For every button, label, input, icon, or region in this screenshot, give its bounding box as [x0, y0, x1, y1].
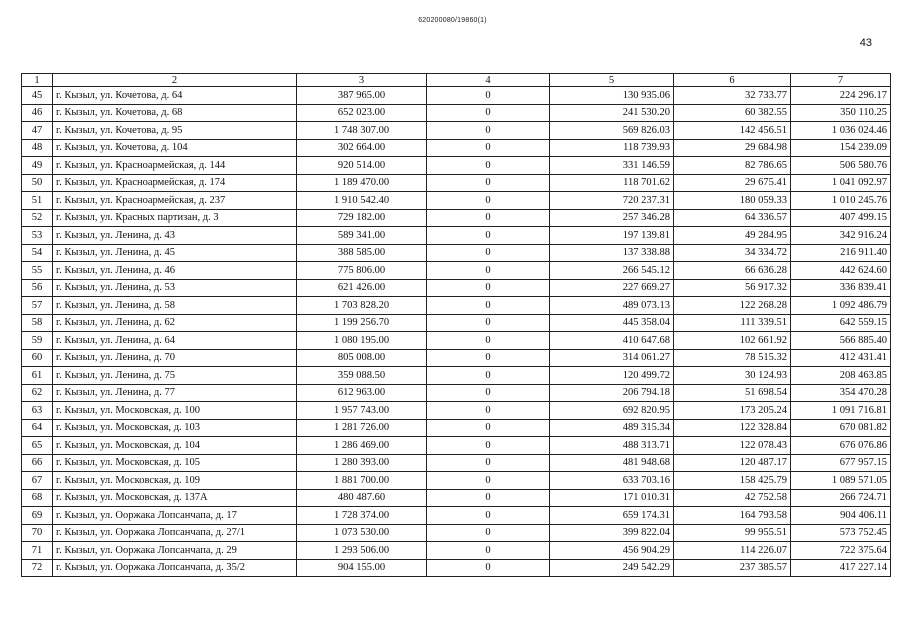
amount-cell: 569 826.03	[550, 122, 674, 140]
amount-cell: 506 580.76	[791, 157, 891, 175]
address-cell: г. Кызыл, ул. Ленина, д. 62	[53, 314, 297, 332]
zero-cell: 0	[427, 402, 550, 420]
zero-cell: 0	[427, 524, 550, 542]
amount-cell: 158 425.79	[674, 472, 791, 490]
table-row	[22, 559, 891, 577]
address-cell: г. Кызыл, ул. Красноармейская, д. 144	[53, 157, 297, 175]
amount-cell: 114 226.07	[674, 542, 791, 560]
table-row	[22, 279, 891, 297]
amount-cell: 1 080 195.00	[297, 332, 427, 350]
zero-cell: 0	[427, 122, 550, 140]
row-number-cell: 57	[22, 297, 53, 315]
amount-cell: 676 076.86	[791, 437, 891, 455]
zero-cell: 0	[427, 314, 550, 332]
amount-cell: 805 008.00	[297, 349, 427, 367]
row-number-cell: 62	[22, 384, 53, 402]
amount-cell: 407 499.15	[791, 209, 891, 227]
amount-cell: 142 456.51	[674, 122, 791, 140]
zero-cell: 0	[427, 384, 550, 402]
column-header: 4	[427, 74, 550, 87]
table-row	[22, 507, 891, 525]
amount-cell: 164 793.58	[674, 507, 791, 525]
amount-cell: 621 426.00	[297, 279, 427, 297]
amount-cell: 489 315.34	[550, 419, 674, 437]
row-number-cell: 56	[22, 279, 53, 297]
amount-cell: 1 286 469.00	[297, 437, 427, 455]
amount-cell: 336 839.41	[791, 279, 891, 297]
address-cell: г. Кызыл, ул. Красноармейская, д. 174	[53, 174, 297, 192]
amount-cell: 1 910 542.40	[297, 192, 427, 210]
amount-cell: 122 078.43	[674, 437, 791, 455]
amount-cell: 692 820.95	[550, 402, 674, 420]
address-cell: г. Кызыл, ул. Ленина, д. 46	[53, 262, 297, 280]
row-number-cell: 60	[22, 349, 53, 367]
amount-cell: 612 963.00	[297, 384, 427, 402]
table-row	[22, 174, 891, 192]
amount-cell: 227 669.27	[550, 279, 674, 297]
row-number-cell: 66	[22, 454, 53, 472]
amount-cell: 30 124.93	[674, 367, 791, 385]
amount-cell: 154 239.09	[791, 139, 891, 157]
column-header: 6	[674, 74, 791, 87]
zero-cell: 0	[427, 559, 550, 577]
amount-cell: 266 545.12	[550, 262, 674, 280]
table-row	[22, 349, 891, 367]
amount-cell: 130 935.06	[550, 87, 674, 105]
amount-cell: 1 293 506.00	[297, 542, 427, 560]
amount-cell: 775 806.00	[297, 262, 427, 280]
amount-cell: 224 296.17	[791, 87, 891, 105]
amount-cell: 51 698.54	[674, 384, 791, 402]
amount-cell: 1 199 256.70	[297, 314, 427, 332]
address-cell: г. Кызыл, ул. Московская, д. 137А	[53, 489, 297, 507]
amount-cell: 417 227.14	[791, 559, 891, 577]
address-cell: г. Кызыл, ул. Ооржака Лопсанчапа, д. 29	[53, 542, 297, 560]
amount-cell: 481 948.68	[550, 454, 674, 472]
amount-cell: 237 385.57	[674, 559, 791, 577]
table-row	[22, 87, 891, 105]
row-number-cell: 46	[22, 104, 53, 122]
zero-cell: 0	[427, 139, 550, 157]
table-row	[22, 314, 891, 332]
amount-cell: 257 346.28	[550, 209, 674, 227]
amount-cell: 677 957.15	[791, 454, 891, 472]
amount-cell: 120 487.17	[674, 454, 791, 472]
amount-cell: 488 313.71	[550, 437, 674, 455]
address-cell: г. Кызыл, ул. Красноармейская, д. 237	[53, 192, 297, 210]
amount-cell: 1 036 024.46	[791, 122, 891, 140]
amount-cell: 99 955.51	[674, 524, 791, 542]
row-number-cell: 49	[22, 157, 53, 175]
address-cell: г. Кызыл, ул. Ленина, д. 43	[53, 227, 297, 245]
column-header: 1	[22, 74, 53, 87]
table-row	[22, 139, 891, 157]
amount-cell: 122 268.28	[674, 297, 791, 315]
amount-cell: 249 542.29	[550, 559, 674, 577]
amount-cell: 1 092 486.79	[791, 297, 891, 315]
zero-cell: 0	[427, 454, 550, 472]
amount-cell: 670 081.82	[791, 419, 891, 437]
table-body	[22, 74, 891, 577]
column-header: 5	[550, 74, 674, 87]
amount-cell: 1 280 393.00	[297, 454, 427, 472]
table-row	[22, 332, 891, 350]
amount-cell: 920 514.00	[297, 157, 427, 175]
amount-cell: 1 189 470.00	[297, 174, 427, 192]
address-cell: г. Кызыл, ул. Ленина, д. 58	[53, 297, 297, 315]
address-cell: г. Кызыл, ул. Ленина, д. 45	[53, 244, 297, 262]
zero-cell: 0	[427, 227, 550, 245]
zero-cell: 0	[427, 87, 550, 105]
amount-cell: 266 724.71	[791, 489, 891, 507]
amount-cell: 1 881 700.00	[297, 472, 427, 490]
address-cell: г. Кызыл, ул. Ленина, д. 77	[53, 384, 297, 402]
amount-cell: 60 382.55	[674, 104, 791, 122]
address-cell: г. Кызыл, ул. Кочетова, д. 104	[53, 139, 297, 157]
address-cell: г. Кызыл, ул. Кочетова, д. 68	[53, 104, 297, 122]
table-row	[22, 122, 891, 140]
zero-cell: 0	[427, 174, 550, 192]
row-number-cell: 71	[22, 542, 53, 560]
amount-cell: 399 822.04	[550, 524, 674, 542]
row-number-cell: 59	[22, 332, 53, 350]
table-row	[22, 192, 891, 210]
amount-cell: 1 091 716.81	[791, 402, 891, 420]
table-row	[22, 227, 891, 245]
amount-cell: 456 904.29	[550, 542, 674, 560]
amount-cell: 722 375.64	[791, 542, 891, 560]
amount-cell: 442 624.60	[791, 262, 891, 280]
zero-cell: 0	[427, 104, 550, 122]
zero-cell: 0	[427, 332, 550, 350]
amount-cell: 42 752.58	[674, 489, 791, 507]
document-number: 620200080/19860(1)	[418, 17, 487, 24]
table-row	[22, 402, 891, 420]
row-number-cell: 51	[22, 192, 53, 210]
amount-cell: 1 748 307.00	[297, 122, 427, 140]
address-cell: г. Кызыл, ул. Ооржака Лопсанчапа, д. 27/1	[53, 524, 297, 542]
amount-cell: 56 917.32	[674, 279, 791, 297]
row-number-cell: 61	[22, 367, 53, 385]
amount-cell: 314 061.27	[550, 349, 674, 367]
amount-cell: 118 739.93	[550, 139, 674, 157]
amount-cell: 642 559.15	[791, 314, 891, 332]
table-row	[22, 524, 891, 542]
table-row	[22, 297, 891, 315]
zero-cell: 0	[427, 437, 550, 455]
amount-cell: 118 701.62	[550, 174, 674, 192]
address-cell: г. Кызыл, ул. Московская, д. 100	[53, 402, 297, 420]
amount-cell: 206 794.18	[550, 384, 674, 402]
amount-cell: 32 733.77	[674, 87, 791, 105]
amount-cell: 82 786.65	[674, 157, 791, 175]
zero-cell: 0	[427, 489, 550, 507]
zero-cell: 0	[427, 419, 550, 437]
amount-cell: 49 284.95	[674, 227, 791, 245]
amount-cell: 197 139.81	[550, 227, 674, 245]
amount-cell: 904 155.00	[297, 559, 427, 577]
amount-cell: 1 073 530.00	[297, 524, 427, 542]
address-cell: г. Кызыл, ул. Московская, д. 105	[53, 454, 297, 472]
zero-cell: 0	[427, 297, 550, 315]
table-row	[22, 262, 891, 280]
amount-cell: 1 041 092.97	[791, 174, 891, 192]
zero-cell: 0	[427, 192, 550, 210]
table-row	[22, 384, 891, 402]
amount-cell: 904 406.11	[791, 507, 891, 525]
row-number-cell: 72	[22, 559, 53, 577]
table-row	[22, 472, 891, 490]
amount-cell: 589 341.00	[297, 227, 427, 245]
column-header: 3	[297, 74, 427, 87]
table-row	[22, 209, 891, 227]
amount-cell: 78 515.32	[674, 349, 791, 367]
address-cell: г. Кызыл, ул. Ленина, д. 70	[53, 349, 297, 367]
amount-cell: 489 073.13	[550, 297, 674, 315]
address-cell: г. Кызыл, ул. Московская, д. 109	[53, 472, 297, 490]
amount-cell: 29 684.98	[674, 139, 791, 157]
row-number-cell: 65	[22, 437, 53, 455]
zero-cell: 0	[427, 209, 550, 227]
amount-cell: 359 088.50	[297, 367, 427, 385]
row-number-cell: 58	[22, 314, 53, 332]
amount-cell: 410 647.68	[550, 332, 674, 350]
row-number-cell: 54	[22, 244, 53, 262]
address-cell: г. Кызыл, ул. Красных партизан, д. 3	[53, 209, 297, 227]
amount-cell: 720 237.31	[550, 192, 674, 210]
address-cell: г. Кызыл, ул. Ленина, д. 53	[53, 279, 297, 297]
address-cell: г. Кызыл, ул. Ооржака Лопсанчапа, д. 17	[53, 507, 297, 525]
address-cell: г. Кызыл, ул. Ленина, д. 64	[53, 332, 297, 350]
page-number: 43	[859, 37, 872, 49]
zero-cell: 0	[427, 542, 550, 560]
amount-cell: 387 965.00	[297, 87, 427, 105]
amount-cell: 350 110.25	[791, 104, 891, 122]
amount-cell: 1 957 743.00	[297, 402, 427, 420]
amount-cell: 122 328.84	[674, 419, 791, 437]
amount-cell: 66 636.28	[674, 262, 791, 280]
amount-cell: 180 059.33	[674, 192, 791, 210]
table-row	[22, 489, 891, 507]
amount-cell: 573 752.45	[791, 524, 891, 542]
amount-cell: 137 338.88	[550, 244, 674, 262]
address-cell: г. Кызыл, ул. Ленина, д. 75	[53, 367, 297, 385]
address-cell: г. Кызыл, ул. Московская, д. 104	[53, 437, 297, 455]
amount-cell: 633 703.16	[550, 472, 674, 490]
address-cell: г. Кызыл, ул. Кочетова, д. 95	[53, 122, 297, 140]
zero-cell: 0	[427, 349, 550, 367]
table-row	[22, 542, 891, 560]
table-row	[22, 437, 891, 455]
row-number-cell: 68	[22, 489, 53, 507]
row-number-cell: 50	[22, 174, 53, 192]
amount-cell: 729 182.00	[297, 209, 427, 227]
zero-cell: 0	[427, 279, 550, 297]
amount-cell: 111 339.51	[674, 314, 791, 332]
row-number-cell: 69	[22, 507, 53, 525]
address-cell: г. Кызыл, ул. Ооржака Лопсанчапа, д. 35/2	[53, 559, 297, 577]
zero-cell: 0	[427, 244, 550, 262]
row-number-cell: 64	[22, 419, 53, 437]
amount-cell: 412 431.41	[791, 349, 891, 367]
zero-cell: 0	[427, 472, 550, 490]
amount-cell: 208 463.85	[791, 367, 891, 385]
column-header: 2	[53, 74, 297, 87]
amount-cell: 64 336.57	[674, 209, 791, 227]
amount-cell: 1 089 571.05	[791, 472, 891, 490]
amount-cell: 480 487.60	[297, 489, 427, 507]
amount-cell: 102 661.92	[674, 332, 791, 350]
table-row	[22, 244, 891, 262]
row-number-cell: 47	[22, 122, 53, 140]
amount-cell: 173 205.24	[674, 402, 791, 420]
amount-cell: 331 146.59	[550, 157, 674, 175]
zero-cell: 0	[427, 157, 550, 175]
header-row	[22, 74, 891, 87]
amount-cell: 302 664.00	[297, 139, 427, 157]
row-number-cell: 70	[22, 524, 53, 542]
amount-cell: 652 023.00	[297, 104, 427, 122]
table-row	[22, 104, 891, 122]
column-header: 7	[791, 74, 891, 87]
address-cell: г. Кызыл, ул. Кочетова, д. 64	[53, 87, 297, 105]
amount-cell: 354 470.28	[791, 384, 891, 402]
amount-cell: 34 334.72	[674, 244, 791, 262]
row-number-cell: 53	[22, 227, 53, 245]
amount-cell: 659 174.31	[550, 507, 674, 525]
amount-cell: 120 499.72	[550, 367, 674, 385]
amount-cell: 216 911.40	[791, 244, 891, 262]
amount-cell: 1 728 374.00	[297, 507, 427, 525]
amount-cell: 241 530.20	[550, 104, 674, 122]
address-cell: г. Кызыл, ул. Московская, д. 103	[53, 419, 297, 437]
amount-cell: 445 358.04	[550, 314, 674, 332]
table-row	[22, 419, 891, 437]
zero-cell: 0	[427, 262, 550, 280]
zero-cell: 0	[427, 507, 550, 525]
amount-cell: 1 010 245.76	[791, 192, 891, 210]
row-number-cell: 63	[22, 402, 53, 420]
amount-cell: 342 916.24	[791, 227, 891, 245]
amount-cell: 388 585.00	[297, 244, 427, 262]
row-number-cell: 48	[22, 139, 53, 157]
amount-cell: 1 281 726.00	[297, 419, 427, 437]
table-row	[22, 157, 891, 175]
table-row	[22, 454, 891, 472]
table-row	[22, 367, 891, 385]
data-table	[21, 73, 891, 577]
amount-cell: 29 675.41	[674, 174, 791, 192]
row-number-cell: 45	[22, 87, 53, 105]
amount-cell: 566 885.40	[791, 332, 891, 350]
row-number-cell: 67	[22, 472, 53, 490]
amount-cell: 1 703 828.20	[297, 297, 427, 315]
amount-cell: 171 010.31	[550, 489, 674, 507]
row-number-cell: 55	[22, 262, 53, 280]
row-number-cell: 52	[22, 209, 53, 227]
zero-cell: 0	[427, 367, 550, 385]
